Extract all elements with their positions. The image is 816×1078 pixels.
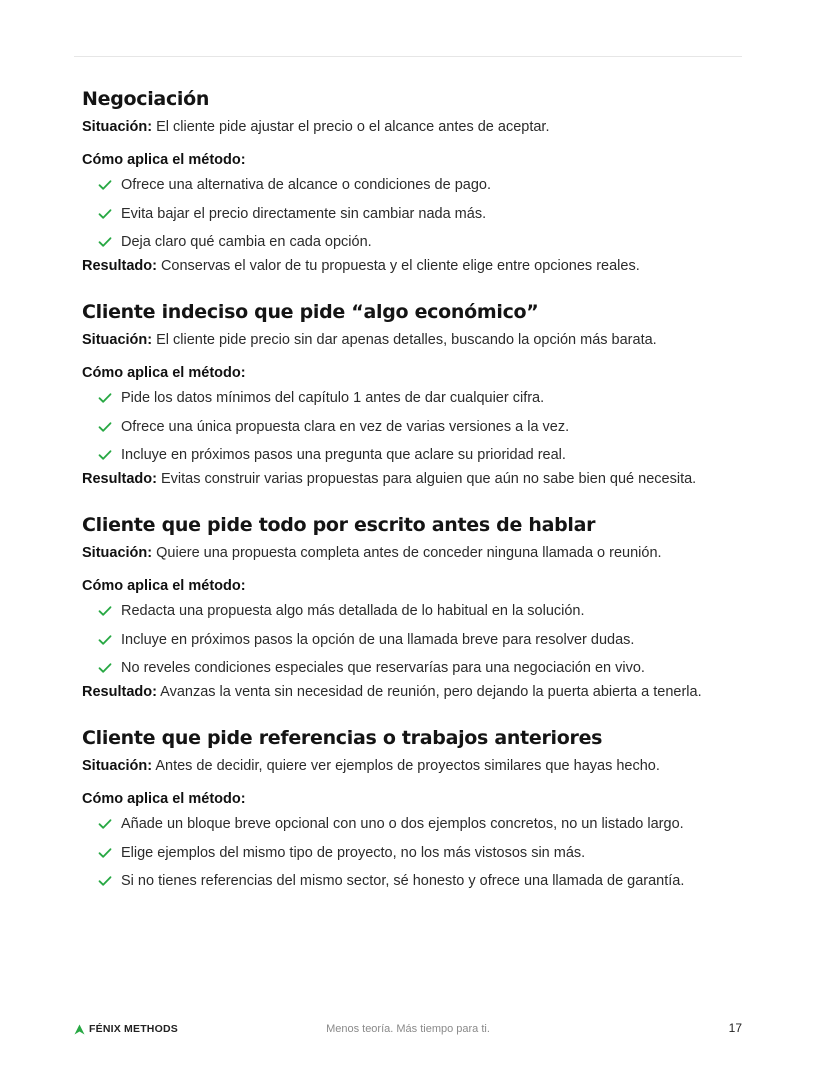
list-item (98, 417, 734, 438)
result (82, 256, 734, 277)
method-label: Cómo aplica el método: (82, 791, 246, 807)
section-cliente-indeciso (82, 299, 734, 490)
list-item-text: Elige ejemplos del mismo tipo de proyecto, no los más vistosos sin más. (121, 844, 586, 861)
result-text: Evitas construir varias propuestas para alguien que aún no sabe bien qué necesita. (160, 471, 697, 487)
result-label: Resultado: (82, 684, 157, 700)
section-title: Cliente que pide referencias o trabajos anteriores (82, 727, 603, 749)
situation-text: Antes de decidir, quiere ver ejemplos de proyectos similares que hayas hecho. (155, 758, 660, 774)
page-number: 17 (728, 1021, 742, 1035)
check-icon (98, 449, 112, 461)
check-icon (98, 179, 112, 191)
method-label: Cómo aplica el método: (82, 152, 246, 168)
check-icon (98, 392, 112, 404)
list-item-text: Deja claro qué cambia en cada opción. (121, 234, 372, 250)
list-item (98, 601, 734, 622)
result-label: Resultado: (82, 471, 157, 487)
method-label: Cómo aplica el método: (82, 365, 246, 381)
check-icon (98, 236, 112, 248)
checklist (82, 388, 734, 466)
list-item-text: No reveles condiciones especiales que reservarías para una negociación en vivo. (121, 660, 645, 676)
check-icon (98, 662, 112, 674)
section-title: Cliente indeciso que pide “algo económico” (82, 301, 539, 323)
list-item (98, 630, 734, 651)
result (82, 682, 734, 703)
check-icon (98, 875, 112, 887)
checklist (82, 814, 734, 892)
situation-text: Quiere una propuesta completa antes de conceder ninguna llamada o reunión. (156, 545, 662, 561)
list-item (98, 658, 734, 679)
check-icon (98, 421, 112, 433)
list-item (98, 843, 734, 864)
list-item (98, 232, 734, 253)
result-text: Conservas el valor de tu propuesta y el cliente elige entre opciones reales. (160, 258, 640, 274)
result-label: Resultado: (82, 258, 157, 274)
checklist (82, 601, 734, 679)
situation (82, 756, 734, 777)
check-icon (98, 605, 112, 617)
footer-tagline: Menos teoría. Más tiempo para ti. (326, 1023, 490, 1035)
list-item-text: Incluye en próximos pasos una pregunta que aclare su prioridad real. (121, 447, 566, 463)
list-item-text: Redacta una propuesta algo más detallada de lo habitual en la solución. (121, 603, 585, 619)
situation (82, 117, 734, 138)
section-title: Cliente que pide todo por escrito antes de hablar (82, 514, 596, 536)
situation-text: El cliente pide ajustar el precio o el alcance antes de aceptar. (156, 119, 550, 135)
check-icon (98, 634, 112, 646)
check-icon (98, 847, 112, 859)
method-label: Cómo aplica el método: (82, 578, 246, 594)
list-item-text: Evita bajar el precio directamente sin cambiar nada más. (121, 205, 487, 222)
checklist (82, 175, 734, 253)
situation-label: Situación: (82, 332, 153, 348)
situation-label: Situación: (82, 119, 153, 135)
situation-text: El cliente pide precio sin dar apenas detalles, buscando la opción más barata. (156, 332, 657, 348)
page-footer (74, 1020, 742, 1040)
situation (82, 330, 734, 351)
result (82, 469, 734, 490)
section-negociacion (82, 86, 734, 277)
list-item-text: Añade un bloque breve opcional con uno o dos ejemplos concretos, no un listado largo. (121, 816, 684, 832)
check-icon (98, 818, 112, 830)
page-content (82, 86, 734, 914)
list-item-text: Pide los datos mínimos del capítulo 1 antes de dar cualquier cifra. (121, 390, 545, 406)
list-item-text: Ofrece una única propuesta clara en vez de varias versiones a la vez. (121, 418, 570, 435)
list-item (98, 814, 734, 835)
check-icon (98, 208, 112, 220)
section-title: Negociación (82, 88, 210, 110)
list-item (98, 388, 734, 409)
list-item (98, 445, 734, 466)
section-referencias (82, 725, 734, 892)
brand-name: FÉNIX METHODS (89, 1023, 178, 1035)
situation-label: Situación: (82, 758, 153, 774)
result-text: Avanzas la venta sin necesidad de reunión, pero dejando la puerta abierta a tenerla. (160, 684, 702, 700)
situation-label: Situación: (82, 545, 153, 561)
list-item (98, 871, 734, 892)
list-item-text: Ofrece una alternativa de alcance o condiciones de pago. (121, 177, 491, 193)
list-item (98, 175, 734, 196)
list-item (98, 204, 734, 225)
situation (82, 543, 734, 564)
list-item-text: Incluye en próximos pasos la opción de una llamada breve para resolver dudas. (121, 631, 635, 648)
list-item-text: Si no tienes referencias del mismo sector, sé honesto y ofrece una llamada de garantía. (121, 873, 685, 889)
section-todo-por-escrito (82, 512, 734, 703)
header-rule (74, 56, 742, 57)
